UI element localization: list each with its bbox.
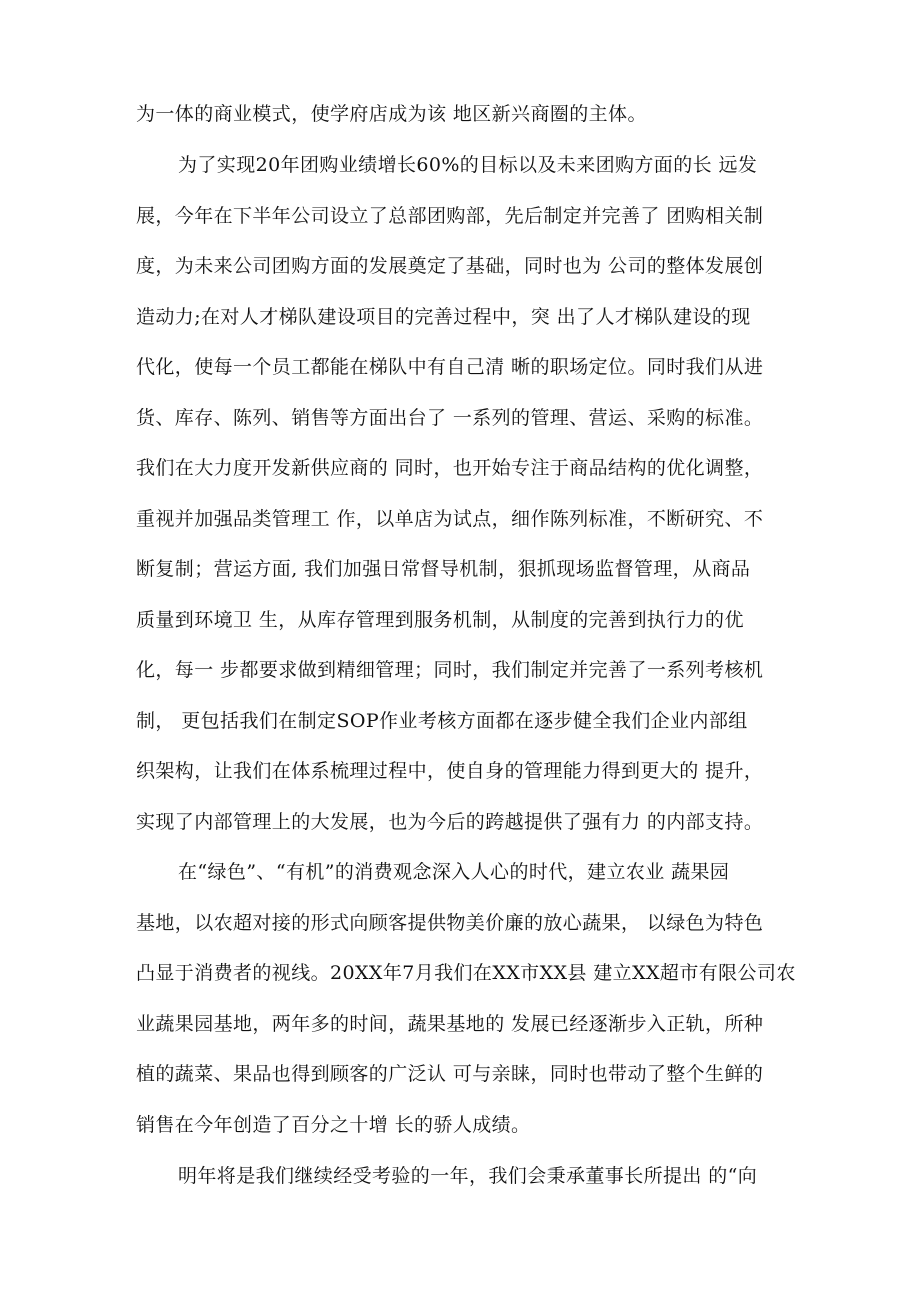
text-line: 基地，以农超对接的形式向顾客提供物美价廉的放心蔬果， 以绿色为特色 [136, 912, 764, 934]
text-line: 展，今年在下半年公司设立了总部团购部，先后制定并完善了 团购相关制 [136, 205, 764, 227]
text-line: 明年将是我们继续经受考验的一年，我们会秉承董事长所提出 的“向 [178, 1165, 758, 1187]
text-line: 重视并加强品类管理工 作，以单店为试点，细作陈列标准，不断研究、不 [136, 508, 764, 530]
text-line: 质量到环境卫 生，从库存管理到服务机制，从制度的完善到执行力的优 [136, 609, 744, 631]
text-line: 为一体的商业模式，使学府店成为该 地区新兴商圈的主体。 [136, 103, 647, 125]
text-line: 为了实现20年团购业绩增长60%的目标以及未来团购方面的长 远发 [178, 154, 758, 176]
text-line: 制， 更包括我们在制定SOP作业考核方面都在逐步健全我们企业内部组 [136, 710, 748, 732]
text-line: 度，为未来公司团购方面的发展奠定了基础，同时也为 公司的整体发展创 [136, 255, 764, 277]
text-line: 在“绿色”、“有机”的消费观念深入人心的时代，建立农业 蔬果园 [178, 861, 730, 883]
text-line: 植的蔬菜、果品也得到顾客的广泛认 可与亲睐，同时也带动了整个生鲜的 [136, 1063, 764, 1085]
text-line: 织架构，让我们在体系梳理过程中，使自身的管理能力得到更大的 提升， [136, 760, 764, 782]
text-line: 我们在大力度开发新供应商的 同时，也开始专注于商品结构的优化调整， [136, 457, 764, 479]
text-line: 化，每一 步都要求做到精细管理；同时，我们制定并完善了一系列考核机 [136, 659, 764, 681]
text-line: 销售在今年创造了百分之十增 长的骄人成绩。 [136, 1114, 531, 1136]
text-line: 代化，使每一个员工都能在梯队中有自己清 晰的职场定位。同时我们从进 [136, 356, 764, 378]
text-line: 业蔬果园基地，两年多的时间，蔬果基地的 发展已经逐渐步入正轨，所种 [136, 1013, 764, 1035]
text-line: 货、库存、陈列、销售等方面出台了 一系列的管理、营运、采购的标准。 [136, 407, 764, 429]
text-line: 凸显于消费者的视线。20XX年7月我们在XX市XX县 建立XX超市有限公司农 [136, 962, 796, 984]
text-line: 断复制；营运方面, 我们加强日常督导机制，狠抓现场监督管理，从商品 [136, 558, 751, 580]
text-line: 造动力;在对人才梯队建设项目的完善过程中，突 出了人才梯队建设的现 [136, 306, 751, 328]
text-line: 实现了内部管理上的大发展，也为今后的跨越提供了强有力 的内部支持。 [136, 811, 764, 833]
